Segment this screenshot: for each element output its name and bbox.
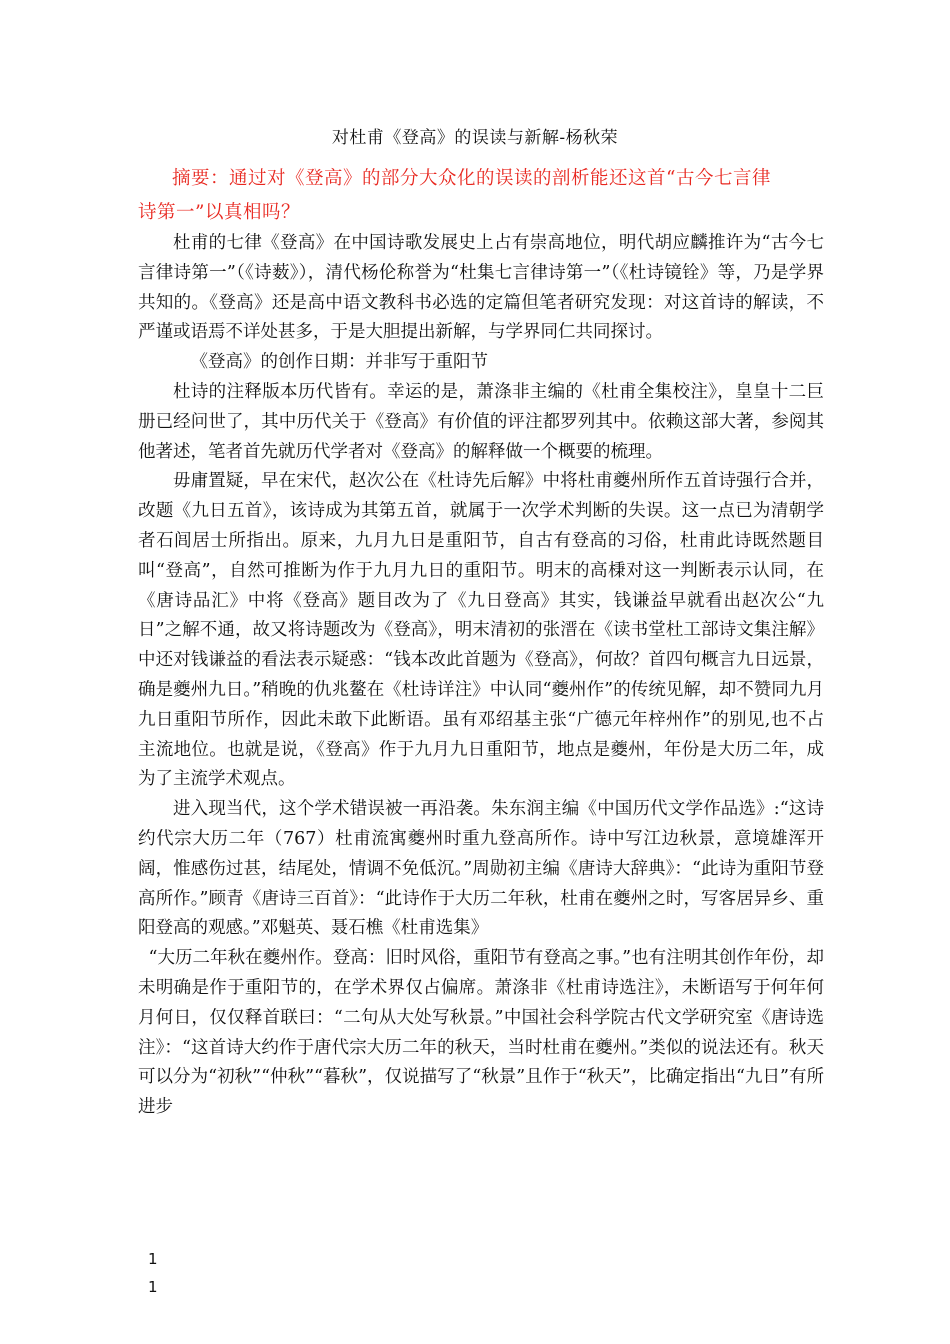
abstract-line-2: 诗第一”以真相吗？ <box>138 202 300 223</box>
document-title: 对杜甫《登高》的误读与新解-杨秋荣 <box>331 128 619 148</box>
paragraph-intro: 杜甫的七律《登高》在中国诗歌发展史上占有崇高地位，明代胡应麟推许为“古今七言律诗第一”（《诗薮》），清代杨伦称誉为“杜集七言律诗第一”（《杜诗镜铨》等，乃是学界共知的。《登高》还是高中语文教科书必选的定篇但笔者研究发现：对这首诗的解读，不严谨或语焉不详处甚多，于是大胆提出新解，与学界同仁共同探讨。 <box>138 233 824 343</box>
page-number: 1 <box>148 1250 158 1268</box>
paragraph-annotations: 杜诗的注释版本历代皆有。幸运的是，萧涤非主编的《杜甫全集校注》，皇皇十二巨册已经问世了，其中历代关于《登高》有价值的评注都罗列其中。依赖这部大著，参阅其他著述，笔者首先就历代学者对《登高》的解释做一个概要的梳理。 <box>138 381 824 462</box>
body-text <box>138 229 824 1123</box>
page-number-secondary: 1 <box>148 1278 158 1296</box>
paragraph-song-dynasty: 毋庸置疑，早在宋代，赵次公在《杜诗先后解》中将杜甫夔州所作五首诗强行合并，改题《九日五首》，该诗成为其第五首，就属于一次学术判断的失误。这一点已为清朝学者石闾居士所指出。原来，九月九日是重阳节，自古有登高的习俗，杜甫此诗既然题目叫“登高”，自然可推断为作于九月九日的重阳节。明末的高棅对这一判断表示认同，在《唐诗品汇》中将《登高》题目改为了《九日登高》其实，钱谦益早就看出赵次公“九日”之解不通，故又将诗题改为《登高》，明末清初的张溍在《读书堂杜工部诗文集注解》中还对钱谦益的看法表示疑惑：“钱本改此首题为《登高》，何故？首四句概言九日远景，确是夔州九日。”稍晚的仇兆鳌在《杜诗详注》中认同“夔州作”的传统见解，却不赞同九月九日重阳节所作，因此未敢下此断语。虽有邓绍基主张“广德元年梓州作”的别见,也不占主流地位。也就是说，《登高》作于九月九日重阳节，地点是夔州，年份是大历二年，成为了主流学术观点。 <box>138 471 824 790</box>
paragraph-quote: “大历二年秋在夔州作。登高：旧时风俗，重阳节有登高之事。”也有注明其创作年份，却未明确是作于重阳节的，在学术界仅占偏席。萧涤非《杜甫诗选注》，未断语写于何年何月何日，仅仅释首联曰：“二句从大处写秋景。”中国社会科学院古代文学研究室《唐诗选注》：“这首诗大约作于唐代宗大历二年的秋天，当时杜甫在夔州。”类似的说法还有。秋天可以分为“初秋”“仲秋”“暮秋”，仅说描写了“秋景”且作于“秋天”，比确定指出“九日”有所进步 <box>138 948 824 1118</box>
abstract-line-1: 摘要：通过对《登高》的部分大众化的误读的剖析能还这首“古今七言律 <box>172 168 771 189</box>
section-heading: 《登高》的创作日期：并非写于重阳节 <box>190 352 488 373</box>
abstract <box>138 162 818 230</box>
paragraph-modern: 进入现当代，这个学术错误被一再沿袭。朱东润主编《中国历代文学作品选》:“这诗约代宗大历二年（767）杜甫流寓夔州时重九登高所作。诗中写江边秋景，意境雄浑开阔，惟感伤过甚，结尾处，情调不免低沉。”周勋初主编《唐诗大辞典》：“此诗为重阳节登高所作。”顾青《唐诗三百首》：“此诗作于大历二年秋，杜甫在夔州之时，写客居异乡、重阳登高的观感。”邓魁英、聂石樵《杜甫选集》 <box>138 799 824 939</box>
